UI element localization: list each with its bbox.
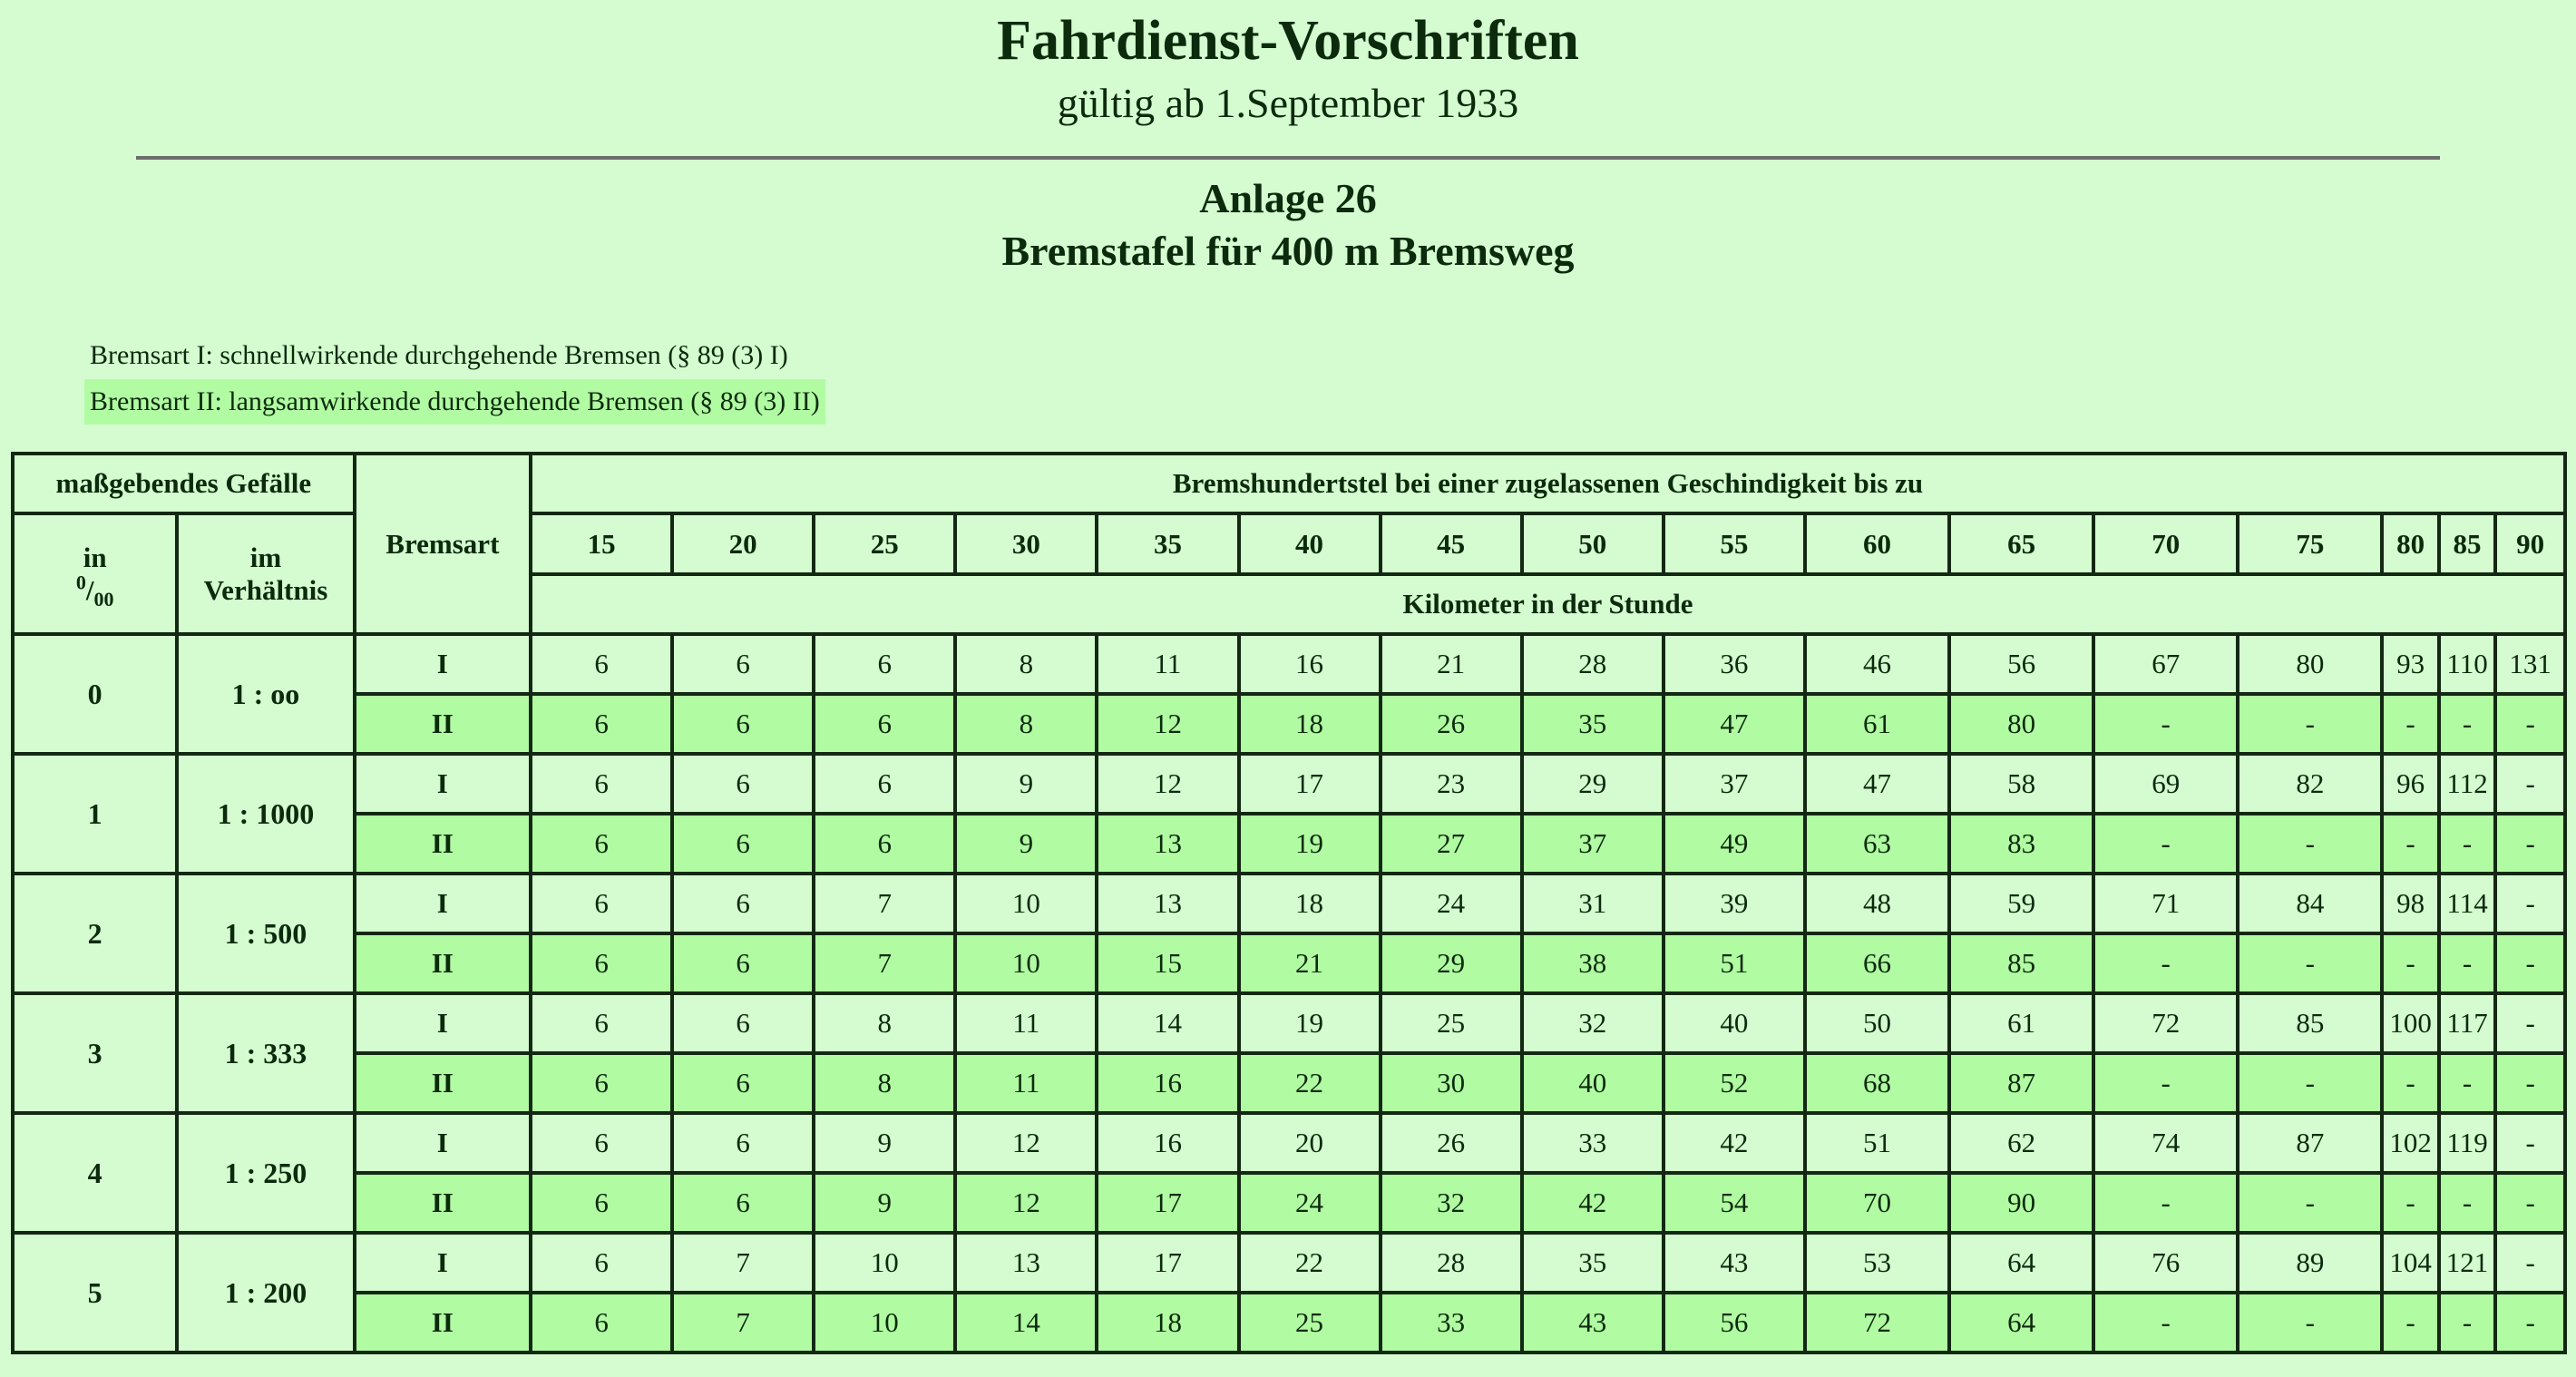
- value-cell: 9: [955, 754, 1097, 814]
- value-cell: 6: [531, 1293, 672, 1353]
- table-row: [13, 874, 2565, 933]
- value-cell: 89: [2238, 1233, 2382, 1293]
- value-cell: -: [2495, 874, 2565, 933]
- value-cell: 117: [2439, 993, 2495, 1053]
- value-cell: 22: [1239, 1053, 1381, 1113]
- value-cell: 16: [1239, 634, 1381, 694]
- value-cell: 14: [1097, 993, 1238, 1053]
- value-cell: 29: [1522, 754, 1664, 814]
- value-cell: 42: [1522, 1173, 1664, 1233]
- value-cell: 25: [1239, 1293, 1381, 1353]
- value-cell: 104: [2382, 1233, 2438, 1293]
- value-cell: 20: [1239, 1113, 1381, 1173]
- header-speed: Bremshundertstel bei einer zugelassenen Geschindigkeit bis zu: [531, 454, 2565, 513]
- value-cell: -: [2238, 1173, 2382, 1233]
- speed-header: 65: [1949, 513, 2093, 574]
- value-cell: 31: [1522, 874, 1664, 933]
- brake-table: [11, 452, 2567, 1354]
- value-cell: 6: [531, 1053, 672, 1113]
- value-cell: 18: [1239, 874, 1381, 933]
- value-cell: 15: [1097, 933, 1238, 993]
- value-cell: 23: [1381, 754, 1522, 814]
- bremsart-cell: II: [355, 1293, 531, 1353]
- bremsart-cell: II: [355, 694, 531, 754]
- table-row: [13, 1293, 2565, 1353]
- value-cell: 18: [1097, 1293, 1238, 1353]
- value-cell: 10: [955, 874, 1097, 933]
- value-cell: 47: [1664, 694, 1805, 754]
- value-cell: -: [2093, 1293, 2238, 1353]
- value-cell: -: [2495, 694, 2565, 754]
- table-row: [13, 933, 2565, 993]
- value-cell: 6: [672, 694, 814, 754]
- speed-header: 15: [531, 513, 672, 574]
- value-cell: -: [2439, 814, 2495, 874]
- header-verhaeltnis-label: Verhältnis: [203, 573, 328, 606]
- table-row: [13, 993, 2565, 1053]
- value-cell: 84: [2238, 874, 2382, 933]
- value-cell: -: [2382, 694, 2438, 754]
- bremsart-cell: I: [355, 754, 531, 814]
- speed-header: 25: [814, 513, 955, 574]
- value-cell: 10: [814, 1293, 955, 1353]
- value-cell: 8: [955, 694, 1097, 754]
- value-cell: 71: [2093, 874, 2238, 933]
- value-cell: -: [2495, 1053, 2565, 1113]
- bremsart-cell: II: [355, 1053, 531, 1113]
- value-cell: -: [2382, 1173, 2438, 1233]
- value-cell: 35: [1522, 694, 1664, 754]
- verhaeltnis-cell: 1 : 333: [177, 993, 354, 1113]
- table-row: [13, 814, 2565, 874]
- value-cell: 6: [531, 1233, 672, 1293]
- value-cell: 6: [531, 1173, 672, 1233]
- value-cell: 64: [1949, 1233, 2093, 1293]
- value-cell: 12: [1097, 694, 1238, 754]
- value-cell: 87: [2238, 1113, 2382, 1173]
- value-cell: 66: [1805, 933, 1949, 993]
- value-cell: 6: [672, 634, 814, 694]
- speed-header: 60: [1805, 513, 1949, 574]
- value-cell: 6: [531, 874, 672, 933]
- value-cell: 14: [955, 1293, 1097, 1353]
- value-cell: 12: [1097, 754, 1238, 814]
- value-cell: 26: [1381, 1113, 1522, 1173]
- value-cell: -: [2495, 1113, 2565, 1173]
- value-cell: 6: [672, 1053, 814, 1113]
- value-cell: 21: [1381, 634, 1522, 694]
- value-cell: 43: [1522, 1293, 1664, 1353]
- value-cell: 39: [1664, 874, 1805, 933]
- value-cell: 76: [2093, 1233, 2238, 1293]
- value-cell: 119: [2439, 1113, 2495, 1173]
- value-cell: 10: [814, 1233, 955, 1293]
- header-im-verhaeltnis: [177, 513, 354, 634]
- value-cell: 70: [1805, 1173, 1949, 1233]
- value-cell: 56: [1664, 1293, 1805, 1353]
- value-cell: 6: [531, 634, 672, 694]
- table-row: [13, 634, 2565, 694]
- value-cell: 83: [1949, 814, 2093, 874]
- value-cell: 38: [1522, 933, 1664, 993]
- value-cell: 33: [1381, 1293, 1522, 1353]
- value-cell: 36: [1664, 634, 1805, 694]
- value-cell: 22: [1239, 1233, 1381, 1293]
- legend-bremsart-2: Bremsart II: langsamwirkende durchgehende Bremsen (§ 89 (3) II): [84, 379, 825, 425]
- speed-header: 45: [1381, 513, 1522, 574]
- value-cell: 32: [1381, 1173, 1522, 1233]
- value-cell: 43: [1664, 1233, 1805, 1293]
- value-cell: 131: [2495, 634, 2565, 694]
- value-cell: 37: [1664, 754, 1805, 814]
- speed-header: 30: [955, 513, 1097, 574]
- value-cell: 114: [2439, 874, 2495, 933]
- verhaeltnis-cell: 1 : 500: [177, 874, 354, 993]
- value-cell: 30: [1381, 1053, 1522, 1113]
- value-cell: -: [2093, 694, 2238, 754]
- speed-header: 90: [2495, 513, 2565, 574]
- value-cell: 21: [1239, 933, 1381, 993]
- value-cell: 13: [1097, 874, 1238, 933]
- gefaelle-cell: 2: [13, 874, 177, 993]
- value-cell: 16: [1097, 1113, 1238, 1173]
- value-cell: -: [2238, 1293, 2382, 1353]
- verhaeltnis-cell: 1 : 1000: [177, 754, 354, 874]
- value-cell: 7: [814, 874, 955, 933]
- value-cell: 8: [955, 634, 1097, 694]
- table-row: [13, 1173, 2565, 1233]
- value-cell: 9: [955, 814, 1097, 874]
- value-cell: -: [2238, 694, 2382, 754]
- value-cell: 10: [955, 933, 1097, 993]
- value-cell: 53: [1805, 1233, 1949, 1293]
- gefaelle-cell: 4: [13, 1113, 177, 1233]
- bremsart-cell: II: [355, 814, 531, 874]
- table-title: Bremstafel für 400 m Bremsweg: [1001, 228, 1575, 274]
- value-cell: 33: [1522, 1113, 1664, 1173]
- value-cell: 6: [814, 754, 955, 814]
- value-cell: 46: [1805, 634, 1949, 694]
- header-gefaelle: maßgebendes Gefälle: [13, 454, 355, 513]
- speed-header: 20: [672, 513, 814, 574]
- bremsart-cell: I: [355, 634, 531, 694]
- header-unit: Kilometer in der Stunde: [531, 574, 2565, 634]
- header-in-label: in: [83, 541, 107, 573]
- value-cell: 68: [1805, 1053, 1949, 1113]
- header-bremsart: Bremsart: [355, 454, 531, 634]
- value-cell: 98: [2382, 874, 2438, 933]
- verhaeltnis-cell: 1 : oo: [177, 634, 354, 754]
- value-cell: 49: [1664, 814, 1805, 874]
- value-cell: 47: [1805, 754, 1949, 814]
- value-cell: 102: [2382, 1113, 2438, 1173]
- value-cell: 59: [1949, 874, 2093, 933]
- value-cell: -: [2495, 754, 2565, 814]
- value-cell: -: [2495, 1293, 2565, 1353]
- value-cell: 6: [672, 1113, 814, 1173]
- value-cell: 6: [672, 1173, 814, 1233]
- gefaelle-cell: 1: [13, 754, 177, 874]
- speed-header: 40: [1239, 513, 1381, 574]
- table-row: [13, 694, 2565, 754]
- value-cell: 28: [1522, 634, 1664, 694]
- value-cell: -: [2495, 933, 2565, 993]
- value-cell: 18: [1239, 694, 1381, 754]
- value-cell: -: [2495, 814, 2565, 874]
- bremsart-cell: I: [355, 1113, 531, 1173]
- value-cell: 17: [1097, 1173, 1238, 1233]
- value-cell: -: [2093, 933, 2238, 993]
- bremsart-cell: I: [355, 874, 531, 933]
- value-cell: 17: [1239, 754, 1381, 814]
- bremsart-cell: II: [355, 1173, 531, 1233]
- value-cell: 40: [1522, 1053, 1664, 1113]
- permille-sub: 00: [93, 587, 114, 610]
- legend-bremsart-1: Bremsart I: schnellwirkende durchgehende Bremsen (§ 89 (3) I): [90, 340, 788, 370]
- gefaelle-cell: 0: [13, 634, 177, 754]
- value-cell: 7: [672, 1293, 814, 1353]
- value-cell: 9: [814, 1173, 955, 1233]
- speed-header: 35: [1097, 513, 1238, 574]
- table-row: [13, 1233, 2565, 1293]
- value-cell: 24: [1239, 1173, 1381, 1233]
- value-cell: 48: [1805, 874, 1949, 933]
- value-cell: 7: [814, 933, 955, 993]
- value-cell: 6: [672, 754, 814, 814]
- page-title: Fahrdienst-Vorschriften: [997, 10, 1579, 72]
- value-cell: 12: [955, 1173, 1097, 1233]
- speed-header: 70: [2093, 513, 2238, 574]
- value-cell: -: [2439, 1173, 2495, 1233]
- bremsart-cell: I: [355, 993, 531, 1053]
- value-cell: 112: [2439, 754, 2495, 814]
- value-cell: -: [2238, 814, 2382, 874]
- value-cell: 64: [1949, 1293, 2093, 1353]
- value-cell: 9: [814, 1113, 955, 1173]
- value-cell: 42: [1664, 1113, 1805, 1173]
- value-cell: -: [2495, 1173, 2565, 1233]
- value-cell: 51: [1664, 933, 1805, 993]
- value-cell: 6: [814, 634, 955, 694]
- value-cell: 37: [1522, 814, 1664, 874]
- bremsart-cell: II: [355, 933, 531, 993]
- value-cell: 85: [1949, 933, 2093, 993]
- value-cell: 72: [1805, 1293, 1949, 1353]
- value-cell: 24: [1381, 874, 1522, 933]
- value-cell: 16: [1097, 1053, 1238, 1113]
- value-cell: 17: [1097, 1233, 1238, 1293]
- value-cell: 19: [1239, 993, 1381, 1053]
- value-cell: -: [2382, 933, 2438, 993]
- value-cell: 80: [1949, 694, 2093, 754]
- value-cell: 11: [955, 993, 1097, 1053]
- speed-header: 85: [2439, 513, 2495, 574]
- value-cell: 110: [2439, 634, 2495, 694]
- gefaelle-cell: 3: [13, 993, 177, 1113]
- anlage-label: Anlage 26: [1199, 175, 1377, 221]
- value-cell: 67: [2093, 634, 2238, 694]
- value-cell: 25: [1381, 993, 1522, 1053]
- gefaelle-cell: 5: [13, 1233, 177, 1353]
- value-cell: 63: [1805, 814, 1949, 874]
- speed-header: 75: [2238, 513, 2382, 574]
- value-cell: 54: [1664, 1173, 1805, 1233]
- value-cell: -: [2093, 814, 2238, 874]
- verhaeltnis-cell: 1 : 200: [177, 1233, 354, 1353]
- value-cell: 6: [672, 993, 814, 1053]
- speed-header: 80: [2382, 513, 2438, 574]
- value-cell: -: [2439, 933, 2495, 993]
- value-cell: 13: [1097, 814, 1238, 874]
- value-cell: 74: [2093, 1113, 2238, 1173]
- value-cell: 6: [531, 754, 672, 814]
- value-cell: 6: [672, 814, 814, 874]
- value-cell: 82: [2238, 754, 2382, 814]
- speed-header: 50: [1522, 513, 1664, 574]
- value-cell: 19: [1239, 814, 1381, 874]
- divider: [136, 156, 2440, 160]
- value-cell: -: [2238, 1053, 2382, 1113]
- value-cell: 96: [2382, 754, 2438, 814]
- value-cell: 121: [2439, 1233, 2495, 1293]
- value-cell: 69: [2093, 754, 2238, 814]
- value-cell: -: [2439, 694, 2495, 754]
- value-cell: 28: [1381, 1233, 1522, 1293]
- value-cell: -: [2439, 1053, 2495, 1113]
- value-cell: 100: [2382, 993, 2438, 1053]
- value-cell: -: [2093, 1173, 2238, 1233]
- value-cell: 11: [955, 1053, 1097, 1113]
- value-cell: 7: [672, 1233, 814, 1293]
- value-cell: 6: [531, 814, 672, 874]
- value-cell: 29: [1381, 933, 1522, 993]
- value-cell: 90: [1949, 1173, 2093, 1233]
- value-cell: 6: [531, 993, 672, 1053]
- value-cell: 12: [955, 1113, 1097, 1173]
- bremsart-cell: I: [355, 1233, 531, 1293]
- table-row: [13, 1113, 2565, 1173]
- value-cell: 61: [1805, 694, 1949, 754]
- value-cell: 50: [1805, 993, 1949, 1053]
- verhaeltnis-cell: 1 : 250: [177, 1113, 354, 1233]
- value-cell: 6: [531, 1113, 672, 1173]
- value-cell: 8: [814, 993, 955, 1053]
- value-cell: 6: [814, 694, 955, 754]
- header-im-label: im: [249, 541, 282, 573]
- value-cell: 85: [2238, 993, 2382, 1053]
- page-subtitle: gültig ab 1.September 1933: [1057, 80, 1519, 126]
- value-cell: -: [2382, 814, 2438, 874]
- value-cell: 62: [1949, 1113, 2093, 1173]
- value-cell: 6: [531, 694, 672, 754]
- value-cell: 40: [1664, 993, 1805, 1053]
- value-cell: 27: [1381, 814, 1522, 874]
- value-cell: 51: [1805, 1113, 1949, 1173]
- value-cell: -: [2238, 933, 2382, 993]
- value-cell: 6: [814, 814, 955, 874]
- table-row: [13, 754, 2565, 814]
- value-cell: 32: [1522, 993, 1664, 1053]
- value-cell: -: [2439, 1293, 2495, 1353]
- value-cell: 13: [955, 1233, 1097, 1293]
- header-in: in $^0/_{00}$: [13, 513, 177, 634]
- value-cell: -: [2495, 993, 2565, 1053]
- value-cell: 8: [814, 1053, 955, 1113]
- speed-header: 55: [1664, 513, 1805, 574]
- value-cell: 52: [1664, 1053, 1805, 1113]
- value-cell: -: [2382, 1293, 2438, 1353]
- permille-sup: 0: [75, 571, 86, 594]
- value-cell: 11: [1097, 634, 1238, 694]
- value-cell: 87: [1949, 1053, 2093, 1113]
- value-cell: 35: [1522, 1233, 1664, 1293]
- value-cell: 93: [2382, 634, 2438, 694]
- value-cell: 58: [1949, 754, 2093, 814]
- value-cell: 80: [2238, 634, 2382, 694]
- value-cell: -: [2382, 1053, 2438, 1113]
- value-cell: 56: [1949, 634, 2093, 694]
- value-cell: 6: [672, 874, 814, 933]
- value-cell: -: [2495, 1233, 2565, 1293]
- section-heading: [0, 172, 2576, 278]
- value-cell: 72: [2093, 993, 2238, 1053]
- table-row: [13, 1053, 2565, 1113]
- value-cell: 61: [1949, 993, 2093, 1053]
- value-cell: 6: [672, 933, 814, 993]
- value-cell: 6: [531, 933, 672, 993]
- value-cell: -: [2093, 1053, 2238, 1113]
- value-cell: 26: [1381, 694, 1522, 754]
- legend: [0, 334, 2576, 425]
